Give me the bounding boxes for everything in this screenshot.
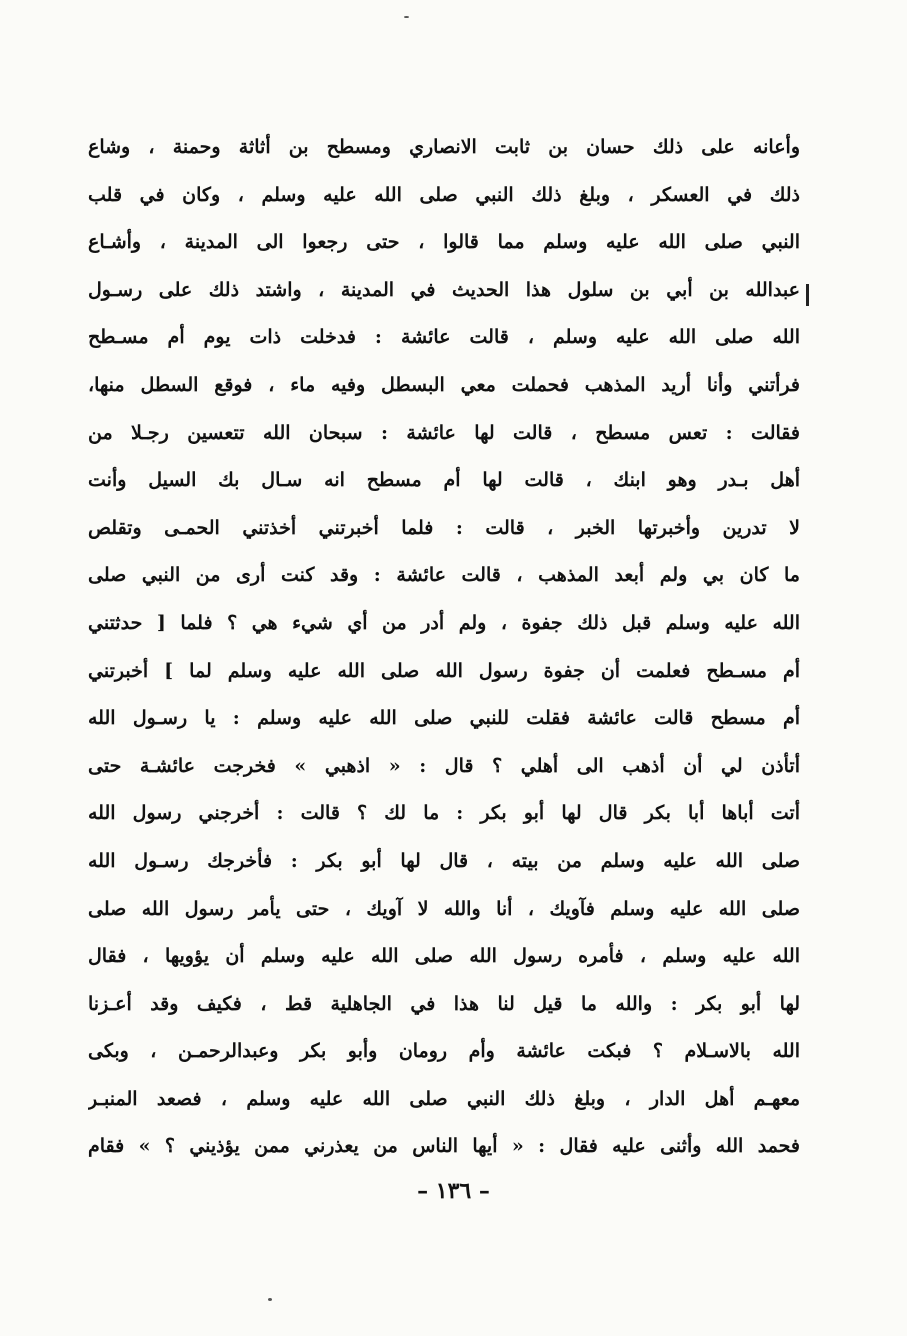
text-line: النبي صلى الله عليه وسلم مما قالوا ، حتى رجعوا الى المدينة ، وأشـاع xyxy=(88,231,800,254)
text-line: الله صلى الله عليه وسلم ، قالت عائشة : فدخلت ذات يوم أم مسـطح xyxy=(88,326,800,349)
text-line: أهل بـدر وهو ابنك ، قالت لها أم مسطح انه سـال بك السيل وأنت xyxy=(88,469,800,492)
text-line: صلى الله عليه وسلم من بيته ، قال لها أبو بكر : فأخرجك رسـول الله xyxy=(88,849,800,872)
text-line: أم مسـطح فعلمت أن جفوة رسول الله صلى الله عليه وسلم لما ] أخبرتني xyxy=(88,659,800,682)
scan-speck xyxy=(268,1298,272,1301)
text-line: أتت أباها أبا بكر قال لها أبو بكر : ما لك ؟ قالت : أخرجني رسول الله xyxy=(88,802,800,825)
margin-mark xyxy=(806,284,809,306)
text-line: فحمد الله وأثنى عليه فقال : « أيها الناس من يعذرني ممن يؤذيني ؟ » فقام xyxy=(88,1135,800,1158)
text-line: الله عليه وسلم ، فأمره رسول الله صلى الله عليه وسلم أن يؤويها ، فقال xyxy=(88,945,800,968)
text-line: أم مسطح قالت عائشة فقلت للنبي صلى الله عليه وسلم : يا رسـول الله xyxy=(88,707,800,730)
text-line: معهـم أهل الدار ، وبلغ ذلك النبي صلى الله عليه وسلم ، فصعد المنبـر xyxy=(88,1087,800,1110)
text-line: عبدالله بن أبي بن سلول هذا الحديث في المدينة ، واشتد ذلك على رسـول xyxy=(88,278,800,301)
text-line: الله عليه وسلم قبل ذلك جفوة ، ولم أدر من أي شيء هي ؟ فلما [ حدثتني xyxy=(88,611,800,634)
body-text xyxy=(88,124,800,1171)
text-line: لا تدرين وأخبرتها الخبر ، قالت : فلما أخبرتني أخذتني الحمـى وتقلص xyxy=(88,516,800,539)
text-line: الله بالاسـلام ؟ فبكت عائشة وأم رومان وأبو بكر وعبدالرحمـن ، وبكى xyxy=(88,1040,800,1063)
text-line: لها أبو بكر : والله ما قيل لنا هذا في الجاهلية قط ، فكيف وقد أعـزنا xyxy=(88,992,800,1015)
text-line: صلى الله عليه وسلم فآويك ، أنا والله لا آويك ، حتى يأمر رسول الله صلى xyxy=(88,897,800,920)
page-number: – ١٣٦ – xyxy=(417,1178,490,1204)
text-line: فقالت : تعس مسطح ، قالت لها عائشة : سبحان الله تتعسين رجـلا من xyxy=(88,421,800,444)
text-line: ذلك في العسكر ، وبلغ ذلك النبي صلى الله عليه وسلم ، وكان في قلب xyxy=(88,183,800,206)
text-line: فرأتني وأنا أريد المذهب فحملت معي البسطل وفيه ماء ، فوقع السطل منها، xyxy=(88,373,800,396)
text-line: وأعانه على ذلك حسان بن ثابت الانصاري ومسطح بن أثاثة وحمنة ، وشاع xyxy=(88,136,800,158)
text-line: أتأذن لي أن أذهب الى أهلي ؟ قال : « اذهبي » فخرجت عائشـة حتى xyxy=(88,754,800,777)
text-line: ما كان بي ولم أبعد المذهب ، قالت عائشة : وقد كنت أرى من النبي صلى xyxy=(88,564,800,587)
scan-speck xyxy=(404,16,409,18)
